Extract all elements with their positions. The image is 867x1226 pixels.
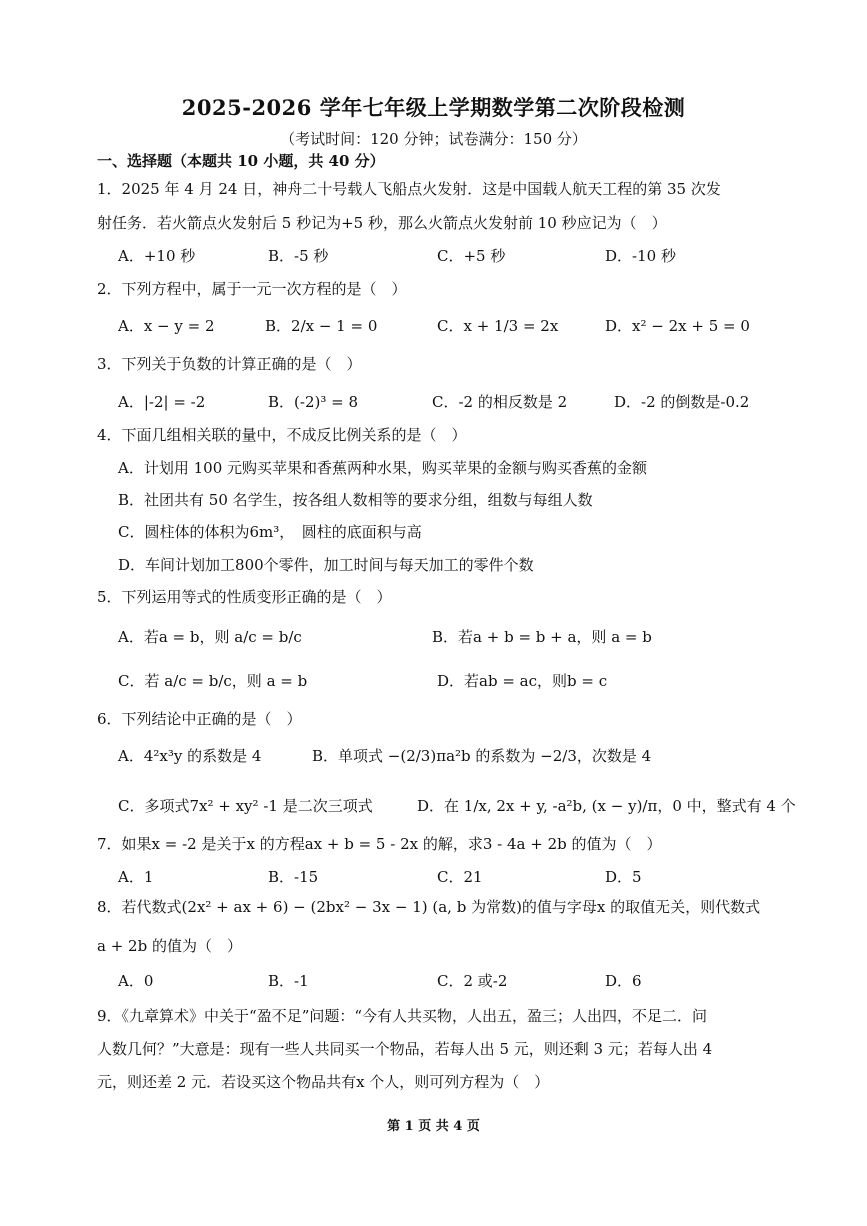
q1-option-c: C．+5 秒 — [437, 247, 506, 265]
q5-option-d: D．若ab = ac，则b = c — [437, 672, 608, 690]
q2-option-d: D．x² − 2x + 5 = 0 — [605, 317, 750, 335]
section-heading: 一、选择题（本题共 10 小题，共 40 分） — [97, 152, 385, 170]
q1-option-d: D．-10 秒 — [605, 247, 676, 265]
q1-stem-line2: 射任务．若火箭点火发射后 5 秒记为+5 秒，那么火箭点火发射前 10 秒应记为（ ） — [97, 214, 667, 232]
q6-option-a: A．4²x³y 的系数是 4 — [118, 747, 262, 765]
q5-option-a: A．若a = b，则 a/c = b/c — [118, 628, 302, 646]
q2-option-c: C．x + 1/3 = 2x — [437, 317, 559, 335]
page-title: 2025-2026 学年七年级上学期数学第二次阶段检测 — [181, 95, 686, 120]
q7-option-a: A．1 — [118, 868, 154, 886]
q2-stem: 2．下列方程中，属于一元一次方程的是（ ） — [97, 280, 407, 298]
q8-option-d: D．6 — [605, 972, 642, 990]
q5-stem: 5．下列运用等式的性质变形正确的是（ ） — [97, 588, 392, 606]
q4-option-d: D．车间计划加工800个零件，加工时间与每天加工的零件个数 — [118, 556, 534, 574]
q3-option-d: D．-2 的倒数是-0.2 — [614, 393, 750, 411]
q3-option-c: C．-2 的相反数是 2 — [432, 393, 568, 411]
q4-option-b: B．社团共有 50 名学生，按各组人数相等的要求分组，组数与每组人数 — [118, 491, 593, 509]
q3-option-b: B．(-2)³ = 8 — [268, 393, 359, 411]
q2-option-a: A．x − y = 2 — [118, 317, 215, 335]
q7-stem: 7．如果x = -2 是关于x 的方程ax + b = 5 - 2x 的解，求3 - 4a + 2b 的值为（ ） — [97, 835, 662, 853]
q8-option-a: A．0 — [118, 972, 154, 990]
q6-option-d: D．在 1/x, 2x + y, -a²b, (x − y)/π，0 中，整式有 4 个 — [417, 797, 796, 815]
q3-stem: 3．下列关于负数的计算正确的是（ ） — [97, 355, 362, 373]
page-footer: 第 1 页 共 4 页 — [387, 1119, 480, 1134]
q5-option-b: B．若a + b = b + a，则 a = b — [432, 628, 652, 646]
q5-option-c: C．若 a/c = b/c，则 a = b — [118, 672, 308, 690]
q1-option-b: B．-5 秒 — [268, 247, 329, 265]
q6-stem: 6．下列结论中正确的是（ ） — [97, 710, 302, 728]
q2-option-b: B．2/x − 1 = 0 — [265, 317, 378, 335]
q7-option-d: D．5 — [605, 868, 642, 886]
q1-stem-line1: 1．2025 年 4 月 24 日，神舟二十号载人飞船点火发射．这是中国载人航天工程的第 35 次发 — [97, 180, 721, 198]
q7-option-c: C．21 — [437, 868, 483, 886]
q4-option-c: C．圆柱体的体积为6m³， 圆柱的底面积与高 — [118, 523, 422, 541]
q9-stem-line1: 9．《九章算术》中关于“盈不足”问题：“今有人共买物，人出五，盈三；人出四，不足二．问 — [97, 1007, 708, 1025]
q3-option-a: A．|-2| = -2 — [118, 393, 206, 411]
q6-option-c: C．多项式7x² + xy² -1 是二次三项式 — [118, 797, 373, 815]
q8-option-c: C．2 或-2 — [437, 972, 508, 990]
q8-option-b: B．-1 — [268, 972, 309, 990]
q6-option-b: B．单项式 −(2/3)πa²b 的系数为 −2/3，次数是 4 — [312, 747, 652, 765]
q7-option-b: B．-15 — [268, 868, 319, 886]
q8-stem-line1: 8．若代数式(2x² + ax + 6) − (2bx² − 3x − 1) (a, b 为常数)的值与字母x 的取值无关，则代数式 — [97, 898, 761, 916]
q1-option-a: A．+10 秒 — [118, 247, 196, 265]
exam-info: （考试时间：120 分钟；试卷满分：150 分） — [280, 130, 587, 148]
q9-stem-line2: 人数几何？”大意是：现有一些人共同买一个物品，若每人出 5 元，则还剩 3 元；若每人出 4 — [97, 1040, 713, 1058]
q4-option-a: A．计划用 100 元购买苹果和香蕉两种水果，购买苹果的金额与购买香蕉的金额 — [118, 459, 648, 477]
q9-stem-line3: 元，则还差 2 元．若设买这个物品共有x 个人，则可列方程为（ ） — [97, 1073, 550, 1091]
q4-stem: 4．下面几组相关联的量中，不成反比例关系的是（ ） — [97, 426, 467, 444]
q8-stem-line2: a + 2b 的值为（ ） — [97, 937, 242, 955]
